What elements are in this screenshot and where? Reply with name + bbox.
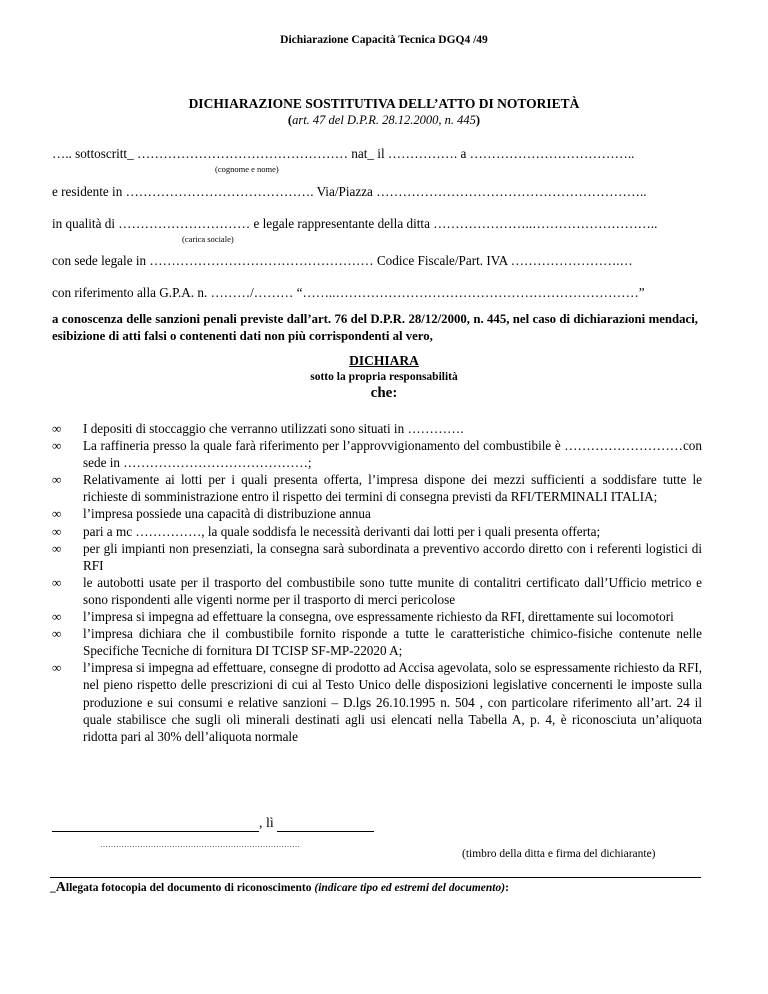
list-item: ∞ le autobotti usate per il trasporto del combustibile sono tutte munite di contalitri certificato dall’Ufficio metrico e sono rispondenti alle vigenti norme per il trasporto di merci pericolose: [52, 574, 702, 607]
field-line-residenza[interactable]: e residente in ……………………………………. Via/Piazza ……………………………………………………..: [52, 184, 647, 199]
field-line-sede-legale[interactable]: con sede legale in …………………………………………… Codice Fiscale/Part. IVA …………………….…: [52, 253, 633, 268]
list-item: ∞ Relativamente ai lotti per i quali presenta offerta, l’impresa dispone dei mezzi sufficienti a soddisfare tutte le richieste di somministrazione entro il rispetto dei termini di consegna previsti da RFI/TERMINALI ITALIA;: [52, 472, 702, 505]
attachment-note: [50, 880, 509, 896]
list-item: ∞ l’impresa si impegna ad effettuare la consegna, ove espressamente richiesto da RFI, direttamente sui locomotori: [52, 609, 674, 625]
list-item: ∞ l’impresa si impegna ad effettuare, consegne di prodotto ad Accisa agevolata, solo se espressamente richiesto da RFI, nel pieno rispetto delle prescrizioni di cui al Testo Unico delle disposizioni legislative concernenti le imposte sulla produzione e sui consumi e relative sanzioni – D.lgs 26.10.1995 n. 504 , con particolare riferimento all’art. 24 il quale stabilisce che sugli oli minerali destinati agli usi elencati nella Tabella A, p. 4, è riconosciuta un’aliquota ridotta pari al 30% dell’aliquota normale: [52, 660, 703, 744]
list-item: ∞ I depositi di stoccaggio che verranno utilizzati sono situati in ………….: [52, 421, 464, 436]
infinity-bullet-icon: ∞: [52, 574, 62, 590]
penalty-warning: a conoscenza delle sanzioni penali previste dall’art. 76 del D.P.R. 28/12/2000, n. 445, nel caso di dichiarazioni mendaci, esibizione di atti falsi o contenenti dati non più corrispondenti al vero,: [52, 312, 698, 343]
list-item: ∞ per gli impianti non presenziati, la consegna sarà subordinata a preventivo accordo diretto con i referenti logistici di RFI: [52, 540, 702, 573]
infinity-bullet-icon: ∞: [52, 540, 62, 556]
attachment-text: llegata fotocopia del documento di riconoscimento: [65, 882, 315, 894]
document-header: Dichiarazione Capacità Tecnica DGQ4 /49: [280, 34, 488, 46]
ref-close: ): [475, 113, 481, 127]
infinity-bullet-icon: ∞: [52, 472, 62, 488]
infinity-bullet-icon: ∞: [52, 626, 62, 642]
legal-reference: [0, 113, 768, 128]
responsibility-subheading: sotto la propria responsabilità: [310, 371, 458, 383]
list-item: ∞ La raffineria presso la quale farà riferimento per l’approvvigionamento del combustibile è ………………………con sede in ……………………………………;: [52, 438, 702, 471]
signature-caption: (timbro della ditta e firma del dichiarante): [462, 848, 656, 860]
field-line-sottoscritto[interactable]: ….. sottoscritt_ ………………………………………… nat_ il ……………. a ………………………………..: [52, 146, 635, 161]
place-field[interactable]: [52, 815, 259, 832]
caption-carica-sociale: (carica sociale): [182, 234, 234, 244]
ref-text: art. 47 del D.P.R. 28.12.2000, n. 445: [292, 113, 476, 127]
infinity-bullet-icon: ∞: [52, 660, 62, 676]
caption-cognome-nome: (cognome e nome): [215, 164, 279, 174]
dichiara-heading: DICHIARA: [349, 353, 419, 368]
attachment-initial: A: [55, 880, 66, 895]
attachment-italic: (indicare tipo ed estremi del documento): [314, 882, 506, 894]
list-item: ∞ pari a mc ……………, la quale soddisfa le necessità derivanti dai lotti per i quali presenta offerta;: [52, 523, 601, 539]
li-separator: , lì: [259, 816, 274, 831]
attachment-suffix: :: [505, 882, 509, 894]
infinity-bullet-icon: ∞: [52, 523, 62, 539]
field-line-qualita[interactable]: in qualità di ………………………… e legale rappresentante della ditta …………………..………………………..: [52, 216, 658, 231]
date-field[interactable]: [277, 815, 374, 832]
place-date-line: [52, 815, 374, 832]
infinity-bullet-icon: ∞: [52, 506, 62, 522]
dotted-guide: …………………………………………………………………: [100, 840, 300, 849]
divider: [50, 877, 701, 878]
field-line-gpa[interactable]: con riferimento alla G.P.A. n. ………/……… “……..……………………………………………………………”: [52, 285, 645, 300]
infinity-bullet-icon: ∞: [52, 421, 62, 436]
attachment-prefix: _: [50, 882, 56, 894]
ref-open: (: [287, 113, 293, 127]
list-item: ∞ l’impresa dichiara che il combustibile fornito risponde a tutte le caratteristiche chimico-fisiche contenute nelle Specifiche Tecniche di fornitura DI TCISP SF-MP-22020 A;: [52, 626, 702, 659]
infinity-bullet-icon: ∞: [52, 609, 62, 625]
page-title: DICHIARAZIONE SOSTITUTIVA DELL’ATTO DI NOTORIETÀ: [188, 96, 580, 111]
list-item: ∞ l’impresa possiede una capacità di distribuzione annua: [52, 506, 371, 522]
che-heading: che:: [370, 385, 398, 401]
infinity-bullet-icon: ∞: [52, 438, 62, 454]
declaration-list: [52, 420, 702, 745]
